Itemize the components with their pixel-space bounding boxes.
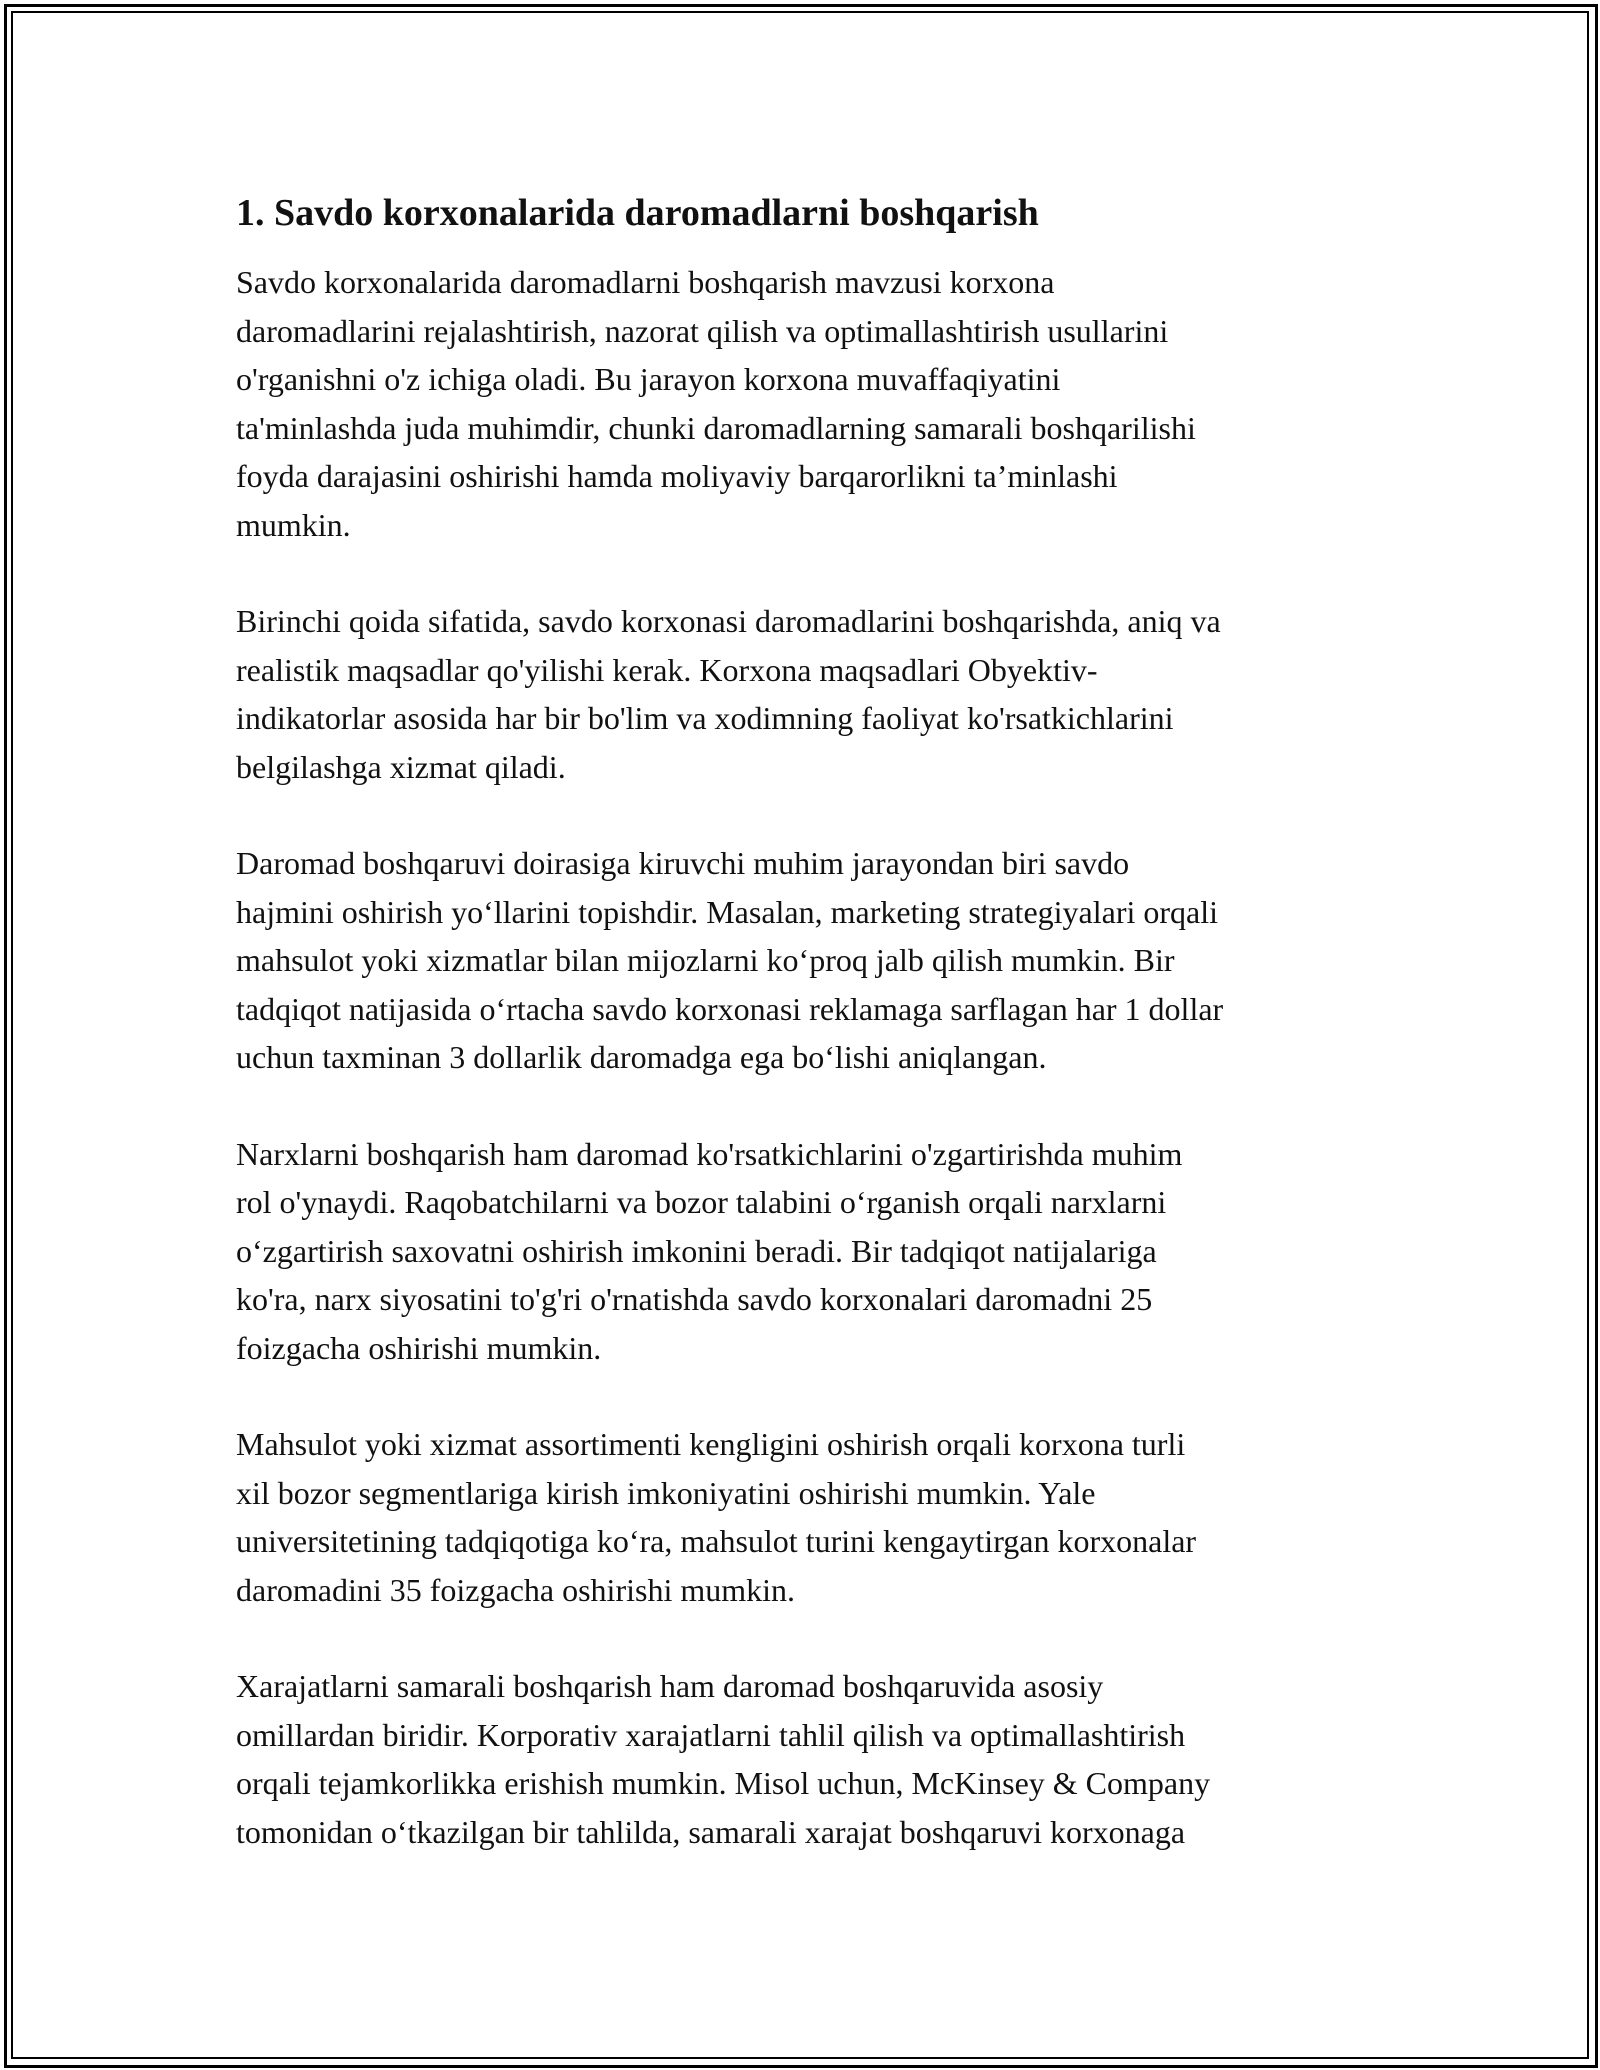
paragraph-assortment: Mahsulot yoki xizmat assortimenti kengligini oshirish orqali korxona turli xil bozor segmentlariga kirish imkoniyatini oshirishi mumkin. Yale universitetining tadqiqotiga ko‘ra, mahsulot turini kengaytirgan korxonalar daromadini 35 foizgacha oshirishi mumkin. bbox=[236, 1426, 1197, 1608]
paragraph-costs: Xarajatlarni samarali boshqarish ham daromad boshqaruvida asosiy omillardan biridir. Korporativ xarajatlarni tahlil qilish va optimallashtirish orqali tejamkorlikka erishish mumkin. Misol uchun, McKinsey & Company tomonidan o‘tkazilgan bir tahlilda, samarali xarajat boshqaruvi korxonaga bbox=[236, 1668, 1211, 1850]
paragraph-pricing: Narxlarni boshqarish ham daromad ko'rsatkichlarini o'zgartirishda muhim rol o'ynaydi. Raqobatchilarni va bozor talabini o‘rganish orqali narxlarni o‘zgartirish saxovatni oshirish imkonini beradi. Bir tadqiqot natijalariga ko'ra, narx siyosatini to'g'ri o'rnatishda savdo korxonalari daromadni 25 foizgacha oshirishi mumkin. bbox=[236, 1135, 1183, 1366]
document-body bbox=[236, 188, 1376, 1904]
paragraph-intro: Savdo korxonalarida daromadlarni boshqarish mavzusi korxona daromadlarini rejalashtirish, nazorat qilish va optimallashtirish usullarini o'rganishni o'z ichiga oladi. Bu jarayon korxona muvaffaqiyatini ta'minlashda juda muhimdir, chunki daromadlarning samarali boshqarilishi foyda darajasini oshirishi hamda moliyaviy barqarorlikni ta’minlashi mumkin. bbox=[236, 264, 1196, 543]
paragraph-sales-volume: Daromad boshqaruvi doirasiga kiruvchi muhim jarayondan biri savdo hajmini oshirish yo‘llarini topishdir. Masalan, marketing strategiyalari orqali mahsulot yoki xizmatlar bilan mijozlarni ko‘proq jalb qilish mumkin. Bir tadqiqot natijasida o‘rtacha savdo korxonasi reklamaga sarflagan har 1 dollar uchun taxminan 3 dollarlik daromadga ega bo‘lishi aniqlangan. bbox=[236, 845, 1224, 1075]
paragraph-goals: Birinchi qoida sifatida, savdo korxonasi daromadlarini boshqarishda, aniq va realistik maqsadlar qo'yilishi kerak. Korxona maqsadlari Obyektiv- indikatorlar asosida har bir bo'lim va xodimning faoliyat ko'rsatkichlarini belgilashga xizmat qiladi. bbox=[236, 603, 1221, 785]
section-heading: 1. Savdo korxonalarida daromadlarni boshqarish bbox=[236, 192, 1039, 234]
